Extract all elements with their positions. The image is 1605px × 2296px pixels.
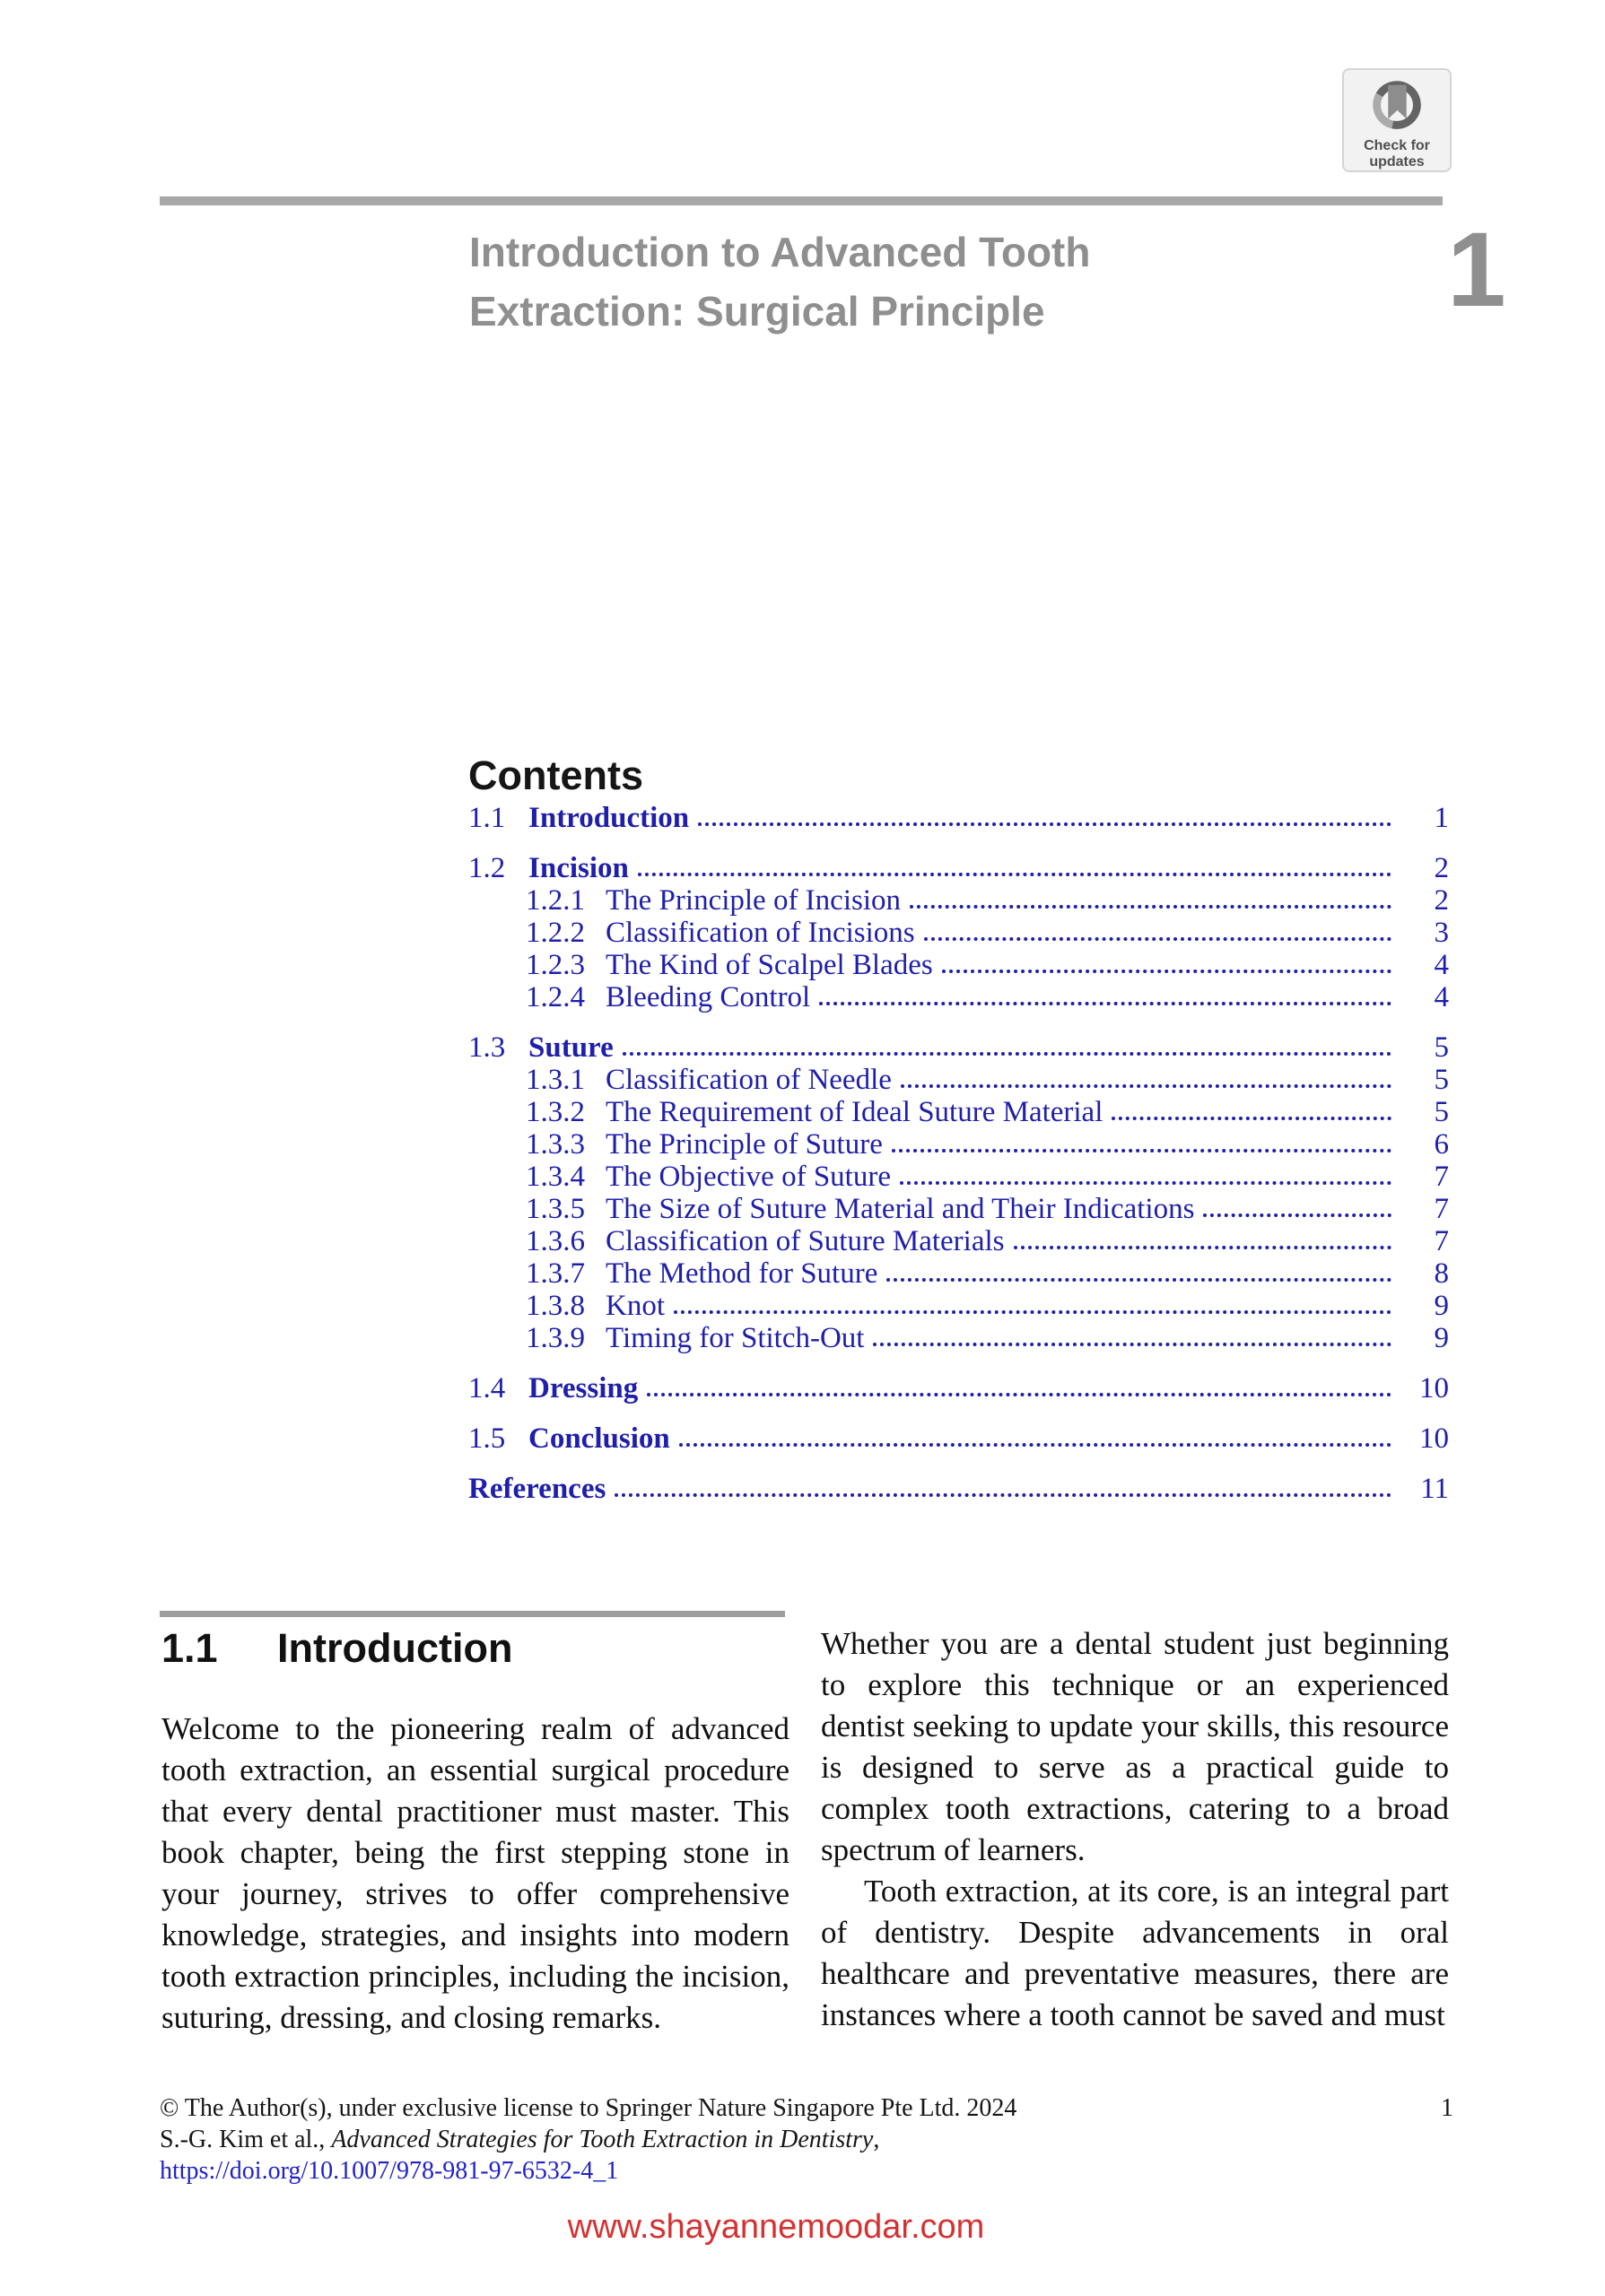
copyright-notice: © The Author(s), under exclusive license to Springer Nature Singapore Pte Ltd. 2024	[160, 2094, 1017, 2122]
body-column-left	[161, 1709, 789, 2039]
toc-entry[interactable]	[468, 1096, 1449, 1128]
citation-line: S.-G. Kim et al., Advanced Strategies for Tooth Extraction in Dentistry,	[160, 2126, 880, 2153]
toc-entry[interactable]	[468, 1290, 1449, 1322]
toc-entry[interactable]	[468, 884, 1449, 917]
toc-dotted-leader	[924, 937, 1391, 941]
toc-dotted-leader	[901, 1084, 1391, 1088]
toc-entry-number: 1.3.1	[526, 1064, 585, 1096]
toc-entry-page: 2	[1434, 852, 1449, 884]
toc-entry[interactable]	[468, 1473, 1449, 1505]
toc-entry-page: 7	[1434, 1193, 1449, 1225]
section-heading	[161, 1625, 789, 1672]
toc-entry[interactable]	[468, 1257, 1449, 1290]
toc-entry-label: The Objective of Suture	[606, 1161, 891, 1193]
toc-dotted-leader	[698, 822, 1391, 826]
toc-entry-number: 1.3.9	[526, 1322, 585, 1354]
toc-entry-page: 5	[1434, 1031, 1449, 1064]
toc-entry-label: Introduction	[528, 802, 690, 834]
toc-dotted-leader	[873, 1343, 1391, 1346]
body-paragraph: Welcome to the pioneering realm of advanced tooth extraction, an essential surgical procedure that every dental practitioner must master. This book chapter, being the first stepping stone in your journey, strives to offer comprehensive knowledge, strategies, and insights into modern tooth extraction principles, including the incision, suturing, dressing, and closing remarks.	[161, 1711, 789, 2035]
toc-entry-number: 1.2.2	[526, 917, 585, 949]
toc-entry-page: 7	[1434, 1161, 1449, 1193]
toc-entry-page: 7	[1434, 1225, 1449, 1257]
toc-entry-label: Classification of Suture Materials	[606, 1225, 1005, 1257]
toc-dotted-leader	[1112, 1117, 1391, 1120]
chapter-number: 1	[1447, 211, 1506, 329]
toc-list	[468, 802, 1449, 1505]
toc-entry-label: References	[468, 1473, 606, 1505]
watermark-url: www.shayannemoodar.com	[567, 2208, 985, 2246]
toc-dotted-leader	[674, 1310, 1391, 1314]
toc-entry-page: 9	[1434, 1322, 1449, 1354]
toc-entry-label: Incision	[528, 852, 629, 884]
toc-entry-page: 2	[1434, 884, 1449, 917]
toc-dotted-leader	[1014, 1246, 1392, 1249]
toc-entry-number: 1.3.8	[526, 1290, 585, 1322]
toc-entry-page: 9	[1434, 1290, 1449, 1322]
book-title: Advanced Strategies for Tooth Extraction in Dentistry	[331, 2126, 874, 2153]
chapter-title-line2: Extraction: Surgical Principle	[469, 288, 1045, 335]
toc-entry-label: Classification of Needle	[606, 1064, 892, 1096]
toc-entry-page: 10	[1419, 1372, 1449, 1405]
toc-entry-number: 1.3.2	[526, 1096, 585, 1128]
toc-entry-number: 1.3.6	[526, 1225, 585, 1257]
toc-dotted-leader	[623, 1052, 1391, 1056]
toc-entry[interactable]	[468, 802, 1449, 834]
toc-entry-page: 4	[1434, 949, 1449, 981]
toc-entry[interactable]	[468, 1031, 1449, 1064]
toc-entry-number: 1.3.5	[526, 1193, 585, 1225]
badge-label-line2: updates	[1369, 154, 1425, 170]
toc-entry-label: Conclusion	[528, 1422, 670, 1455]
check-for-updates-icon	[1365, 75, 1428, 138]
page-footer	[160, 2092, 1453, 2187]
toc-entry-label: The Kind of Scalpel Blades	[606, 949, 933, 981]
toc-dotted-leader	[910, 905, 1391, 909]
body-paragraph: Tooth extraction, at its core, is an integral part of dentistry. Despite advancements in oral healthcare and preventative measures, there are instances where a tooth cannot be saved and must	[821, 1874, 1449, 2032]
section-title: Introduction	[277, 1625, 513, 1671]
toc-entry[interactable]	[468, 1128, 1449, 1161]
toc-entry-page: 3	[1434, 917, 1449, 949]
toc-entry-page: 5	[1434, 1064, 1449, 1096]
doi-link[interactable]: https://doi.org/10.1007/978-981-97-6532-4_1	[160, 2157, 619, 2185]
toc-entry-label: Bleeding Control	[606, 981, 811, 1013]
toc-entry[interactable]	[468, 1322, 1449, 1354]
toc-entry[interactable]	[468, 1064, 1449, 1096]
toc-entry-number: 1.3.3	[526, 1128, 585, 1161]
section-number: 1.1	[161, 1625, 218, 1671]
toc-entry-page: 11	[1420, 1473, 1449, 1505]
toc-entry[interactable]	[468, 1422, 1449, 1455]
toc-entry-label: The Size of Suture Material and Their Indications	[606, 1193, 1195, 1225]
toc-entry-page: 1	[1434, 802, 1449, 834]
toc-entry-number: 1.3	[468, 1031, 506, 1064]
toc-entry-page: 6	[1434, 1128, 1449, 1161]
toc-dotted-leader	[1203, 1213, 1391, 1217]
badge-label-line1: Check for	[1364, 138, 1430, 153]
toc-entry[interactable]	[468, 949, 1449, 981]
toc-dotted-leader	[892, 1149, 1391, 1152]
contents-heading: Contents	[468, 752, 643, 798]
toc-dotted-leader	[647, 1393, 1391, 1396]
toc-entry[interactable]	[468, 1372, 1449, 1405]
toc-entry-number: 1.2.4	[526, 981, 585, 1013]
toc-dotted-leader	[638, 873, 1391, 876]
toc-entry-page: 8	[1434, 1257, 1449, 1290]
toc-entry-label: The Principle of Suture	[606, 1128, 883, 1161]
toc-dotted-leader	[615, 1493, 1391, 1497]
toc-entry-page: 5	[1434, 1096, 1449, 1128]
toc-entry[interactable]	[468, 852, 1449, 884]
page-number: 1	[1441, 2094, 1453, 2122]
toc-entry-number: 1.3.7	[526, 1257, 585, 1290]
toc-entry-label: Suture	[528, 1031, 614, 1064]
toc-entry[interactable]	[468, 1225, 1449, 1257]
toc-entry-number: 1.2.1	[526, 884, 585, 917]
chapter-title	[469, 222, 1366, 341]
chapter-title-line1: Introduction to Advanced Tooth	[469, 229, 1091, 275]
toc-entry-label: The Principle of Incision	[606, 884, 902, 917]
toc-entry[interactable]	[468, 1161, 1449, 1193]
toc-dotted-leader	[942, 970, 1391, 973]
toc-entry-label: Classification of Incisions	[606, 917, 915, 949]
toc-entry-label: The Method for Suture	[606, 1257, 878, 1290]
toc-entry-label: Knot	[606, 1290, 665, 1322]
body-column-right	[821, 1623, 1449, 2036]
toc-entry[interactable]	[468, 981, 1449, 1013]
toc-entry-number: 1.5	[468, 1422, 506, 1455]
toc-entry-number: 1.2.3	[526, 949, 585, 981]
chapter-top-rule	[160, 196, 1443, 205]
toc-entry-number: 1.3.4	[526, 1161, 585, 1193]
toc-dotted-leader	[900, 1181, 1391, 1185]
toc-dotted-leader	[679, 1443, 1391, 1447]
toc-entry-label: The Requirement of Ideal Suture Material	[606, 1096, 1103, 1128]
check-for-updates-button[interactable]	[1342, 68, 1452, 172]
toc-entry-label: Dressing	[528, 1372, 639, 1405]
toc-entry-label: Timing for Stitch-Out	[606, 1322, 865, 1354]
toc-entry-number: 1.1	[468, 802, 506, 834]
section-rule	[160, 1611, 785, 1617]
contents-section	[468, 752, 1449, 1505]
toc-dotted-leader	[886, 1278, 1391, 1282]
body-paragraph: Whether you are a dental student just beginning to explore this technique or an experienced dentist seeking to update your skills, this resource is designed to serve as a practical guide to complex tooth extractions, catering to a broad spectrum of learners.	[821, 1626, 1449, 1867]
toc-entry[interactable]	[468, 1193, 1449, 1225]
toc-dotted-leader	[819, 1002, 1391, 1005]
toc-entry-page: 4	[1434, 981, 1449, 1013]
toc-entry-page: 10	[1419, 1422, 1449, 1455]
toc-entry[interactable]	[468, 917, 1449, 949]
toc-entry-number: 1.2	[468, 852, 506, 884]
toc-entry-number: 1.4	[468, 1372, 506, 1405]
